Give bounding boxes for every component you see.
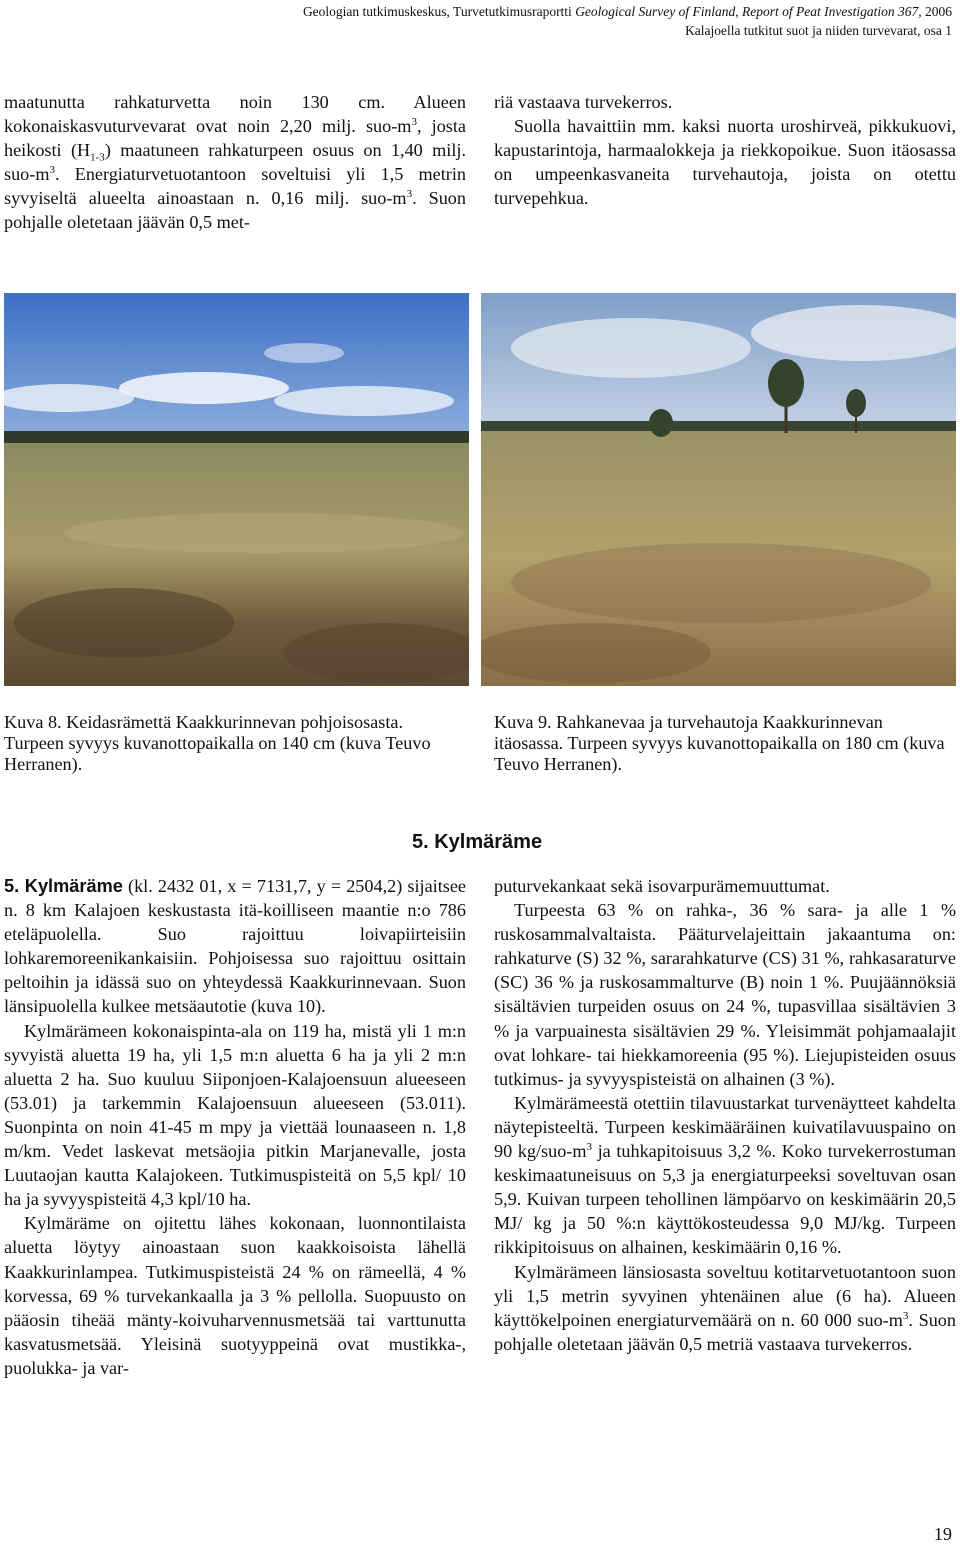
paragraph: Turpeesta 63 % on rahka-, 36 % sara- ja alle 1 % ruskosammalvaltaista. Pääturvelajeittain jakaantuma on: rahkaturve (S) 32 %, sararahkaturve (CS) 31 %, rahkasaraturve (SC) 36 % ja ruskosammalturve (B) noin 1 %. Puujäännöksiä sisältävien turpeiden osuus on 24 %, tupasvillaa sisältävien 3 % ja varpuainesta sisältävien 29 %. Yleisimmät pohjamaalajit ovat lohkare- tai hiekkamoreenia (95 %). Liejupisteiden osuus tutkimus- ja syvyyspisteistä on alhainen (3 %). [494,900,956,1089]
running-header-line1: Geologian tutkimuskeskus, Turvetutkimusraportti Geological Survey of Finland, Report of Peat Investigation 367, 2006 [302,4,952,19]
left-column-body [4,874,466,1380]
section-title: 5. Kylmäräme [412,831,543,853]
caption-kuva9: Kuva 9. Rahkanevaa ja turvehautoja Kaakkurinnevan itäosassa. Turpeen syvyys kuvanottopaikalla on 180 cm (kuva Teuvo Herranen). [494,712,945,774]
right-column-body [494,874,956,1356]
paragraph: Kylmärämeen kokonaispinta-ala on 119 ha, mistä yli 1 m:n syvyistä aluetta 19 ha, yli 1,5 m:n aluetta 6 ha ja yli 2 m:n aluetta 2 ha. Suo kuuluu Siiponjoen-Kalajoensuun alueeseen (53.01) ja tarkemmin Kalajoensuun alueeseen (53.011). Suonpinta on noin 41-45 m mpy ja viettää lounaaseen n. 1,8 m/km. Vedet laskevat metsäojia pitkin Marjanevalle, josta Luutaojan kautta Kalajokeen. Tutkimuspisteitä on 5,5 kpl/ 10 ha ja syvyyspisteitä 4,3 kpl/10 ha. [4,1020,466,1210]
paragraph: Kylmärämeestä otettiin tilavuustarkat turvenäytteet kahdelta näytepisteeltä. Turpeen keskimääräinen kuivatilavuuspaino on 90 $kg/suo-m^3$ ja tuhkapitoisuus 3,2 %. Koko turvekerrostuman keskimaatuneisuus on 5,3 ja energiaturpeeksi soveltuvan osan 5,9. Kuivan turpeen tehollinen lämpöarvo on keskimäärin 20,5 MJ/ kg ja 50 %:n käyttökosteudessa 9,0 MJ/kg. Turpeen rikkipitoisuus on alhainen, keskimäärin 0,16 %. [494,1092,956,1258]
photo-kuva9 [481,293,956,686]
paragraph: Kylmäräme on ojitettu lähes kokonaan, luonnontilaista aluetta löytyy ainoastaan suon kaakkoisoista lähellä Kaakkurinlampea. Tutkimuspisteistä 24 % on rämeellä, 4 % korvessa, 69 % turvekankaalla ja 3 % pellolla. Suopuusto on pääosin tiheää mänty-koivuharvennusmetsää tai varttunutta kasvatusmetsää. Yleisinä suotyyppeinä ovat mustikka-, puolukka- ja var- [4,1213,466,1378]
running-header-line2: Kalajoella tutkitut suot ja niiden turvevarat, osa 1 [685,23,952,38]
paragraph: puturvekankaat sekä isovarpurämemuuttumat. [494,876,830,896]
paragraph: 5. Kylmäräme (kl. 2432 01, x = 7131,7, y = 2504,2) sijaitsee n. 8 km Kalajoen keskustasta itä-koilliseen maantie n:o 786 eteläpuolella. Suo rajoittuu loivapiirteisiin lohkaremoreenikankaisiin. Pohjoisessa suo rajoittuu osittain peltoihin ja idässä suo on yhteydessä Kaakkurinnevaan. Suon länsipuolella kulkee metsäautotie (kuva 10). [4,876,466,1017]
photo-kuva8 [4,293,469,686]
paragraph: Kylmärämeen länsiosasta soveltuu kotitarvetuotantoon suon yli 1,5 metrin syvyinen yhtenäinen alue (6 ha). Alueen käyttökelpoinen energiaturvemäärä on n. 60 000 suo-$m^3$. Suon pohjalle oletetaan jäävän 0,5 metriä vastaava turvekerros. [494,1261,956,1354]
caption-kuva8: Kuva 8. Keidasrämettä Kaakkurinnevan pohjoisosasta. Turpeen syvyys kuvanottopaikalla on 140 cm (kuva Teuvo Herranen). [4,712,431,774]
top-left-paragraph: maatunutta rahkaturvetta noin 130 cm. Alueen kokonaiskasvuturvevarat ovat noin 2,20 milj. suo-$m^3$, josta heikosti $(H_{1-3})$ maatuneen rahkaturpeen osuus on 1,40 milj. suo-$m^3$. Energiaturvetuotantoon soveltuisi yli 1,5 metrin syvyiseltä alueelta ainoastaan n. 0,16 milj. suo-$m^3$. Suon pohjalle oletetaan jäävän 0,5 met- [4,92,466,233]
page-number: 19 [933,1524,952,1544]
top-right-paragraphs: riä vastaava turvekerros. Suolla havaittiin mm. kaksi nuorta uroshirveä, pikkukuovi, kapustarintoja, harmaalokkeja ja riekkopoikue. Suon itäosassa on umpeenkasvaneita turvehautoja, joista on otettu turvepehkua. [494,92,956,209]
